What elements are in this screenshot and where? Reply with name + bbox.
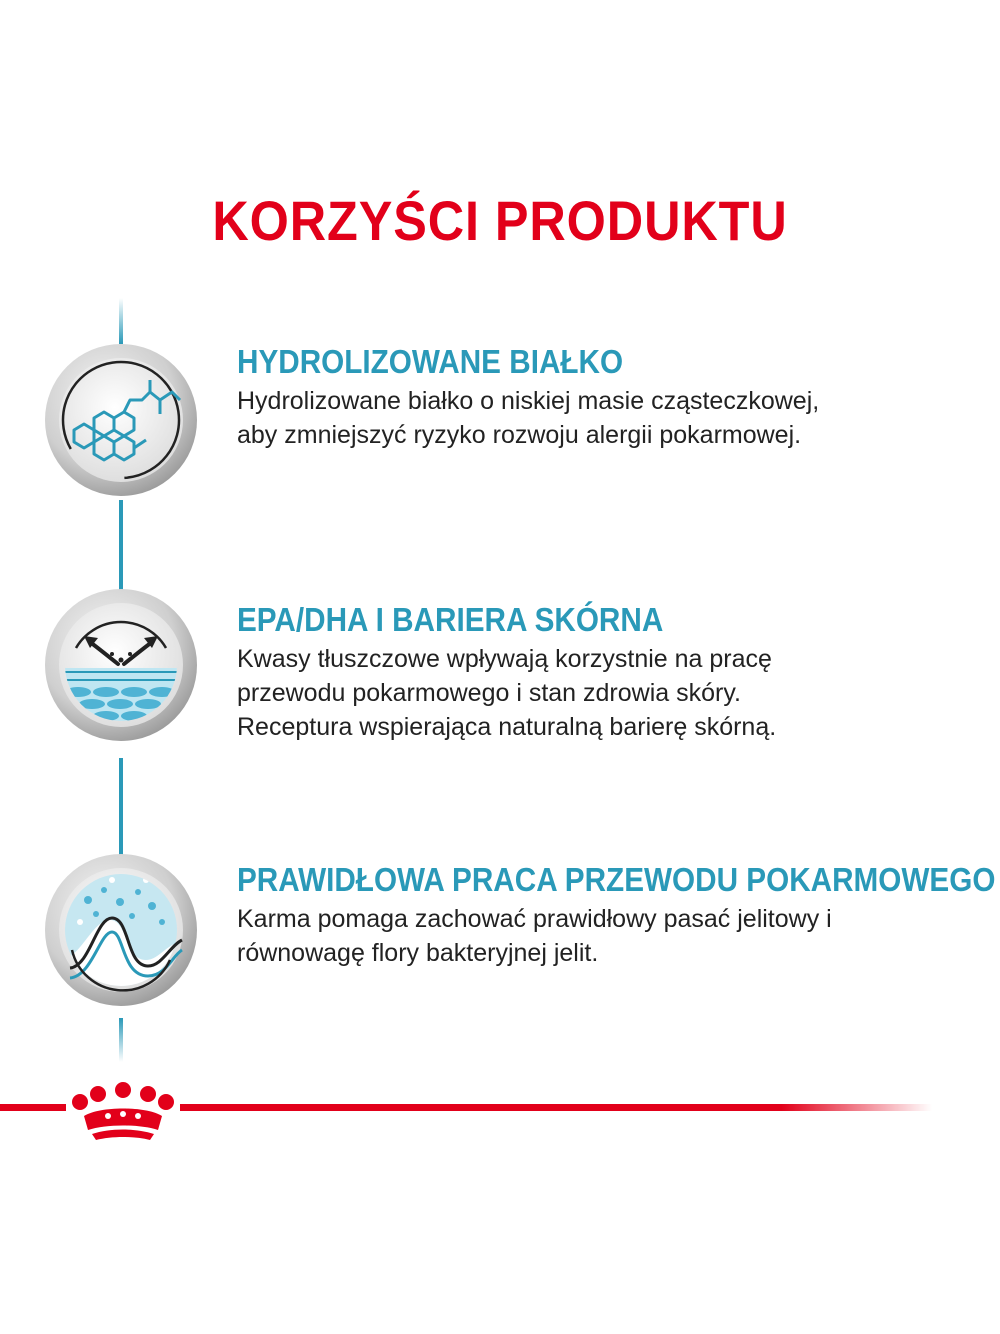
skin-barrier-icon <box>45 589 197 741</box>
benefit-line: Hydrolizowane białko o niskiej masie cząsteczkowej, <box>237 387 820 415</box>
timeline-segment-bottom <box>119 1018 123 1062</box>
benefit-description <box>237 384 982 452</box>
benefit-item <box>237 342 982 452</box>
benefit-heading: PRAWIDŁOWA PRACA PRZEWODU POKARMOWEGO <box>237 861 996 898</box>
benefit-heading: HYDROLIZOWANE BIAŁKO <box>237 343 624 380</box>
benefit-line: Karma pomaga zachować prawidłowy pasać jelitowy i <box>237 905 832 933</box>
footer-brand-bar <box>0 1072 1000 1152</box>
red-line-left <box>0 1104 66 1111</box>
page-title: KORZYŚCI PRODUKTU <box>212 189 788 252</box>
timeline-segment-top <box>119 298 123 344</box>
red-line-right <box>180 1104 932 1111</box>
digestive-icon <box>45 854 197 1006</box>
benefit-description <box>237 902 982 970</box>
benefit-item <box>237 600 982 744</box>
benefit-item <box>237 860 996 970</box>
benefit-line: przewodu pokarmowego i stan zdrowia skóry. <box>237 679 741 707</box>
timeline-segment <box>119 758 123 866</box>
benefit-heading: EPA/DHA I BARIERA SKÓRNA <box>237 601 664 638</box>
molecule-icon <box>42 341 200 499</box>
benefit-line: Kwasy tłuszczowe wpływają korzystnie na pracę <box>237 645 772 673</box>
benefit-line: Receptura wspierająca naturalną barierę skórną. <box>237 713 777 741</box>
benefit-description <box>237 642 982 744</box>
benefit-line: równowagę flory bakteryjnej jelit. <box>237 939 599 967</box>
royal-canin-crown-logo <box>72 1082 174 1140</box>
benefit-line: aby zmniejszyć ryzyko rozwoju alergii pokarmowej. <box>237 421 802 449</box>
